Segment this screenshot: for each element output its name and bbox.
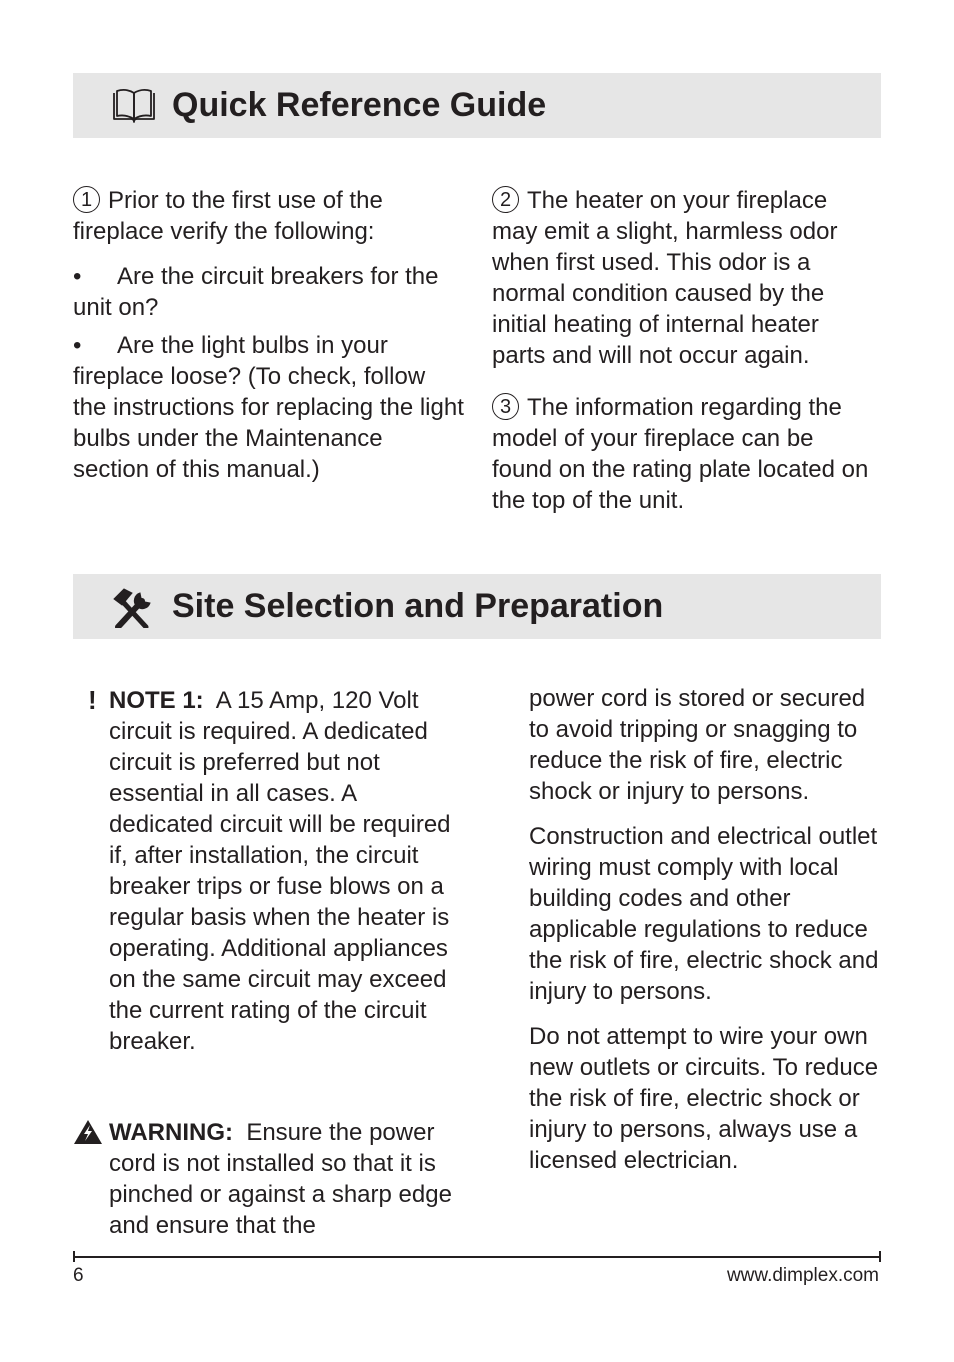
quick-ref-right-column (492, 185, 878, 530)
footer-divider (73, 1256, 881, 1258)
warning-block (109, 1117, 469, 1241)
bullet-symbol: • (73, 263, 82, 290)
note-1-block (109, 685, 465, 1057)
site-paragraph: Do not attempt to wire your own new outlets or circuits. To reduce the risk of fire, electric shock or injury to persons, always use a licensed electrician. (529, 1023, 879, 1174)
hammer-wrench-icon (110, 584, 158, 628)
section-title: Site Selection and Preparation (172, 587, 664, 625)
quick-ref-item-2 (492, 185, 878, 371)
note-text: A 15 Amp, 120 Volt circuit is required. A dedicated circuit is preferred but not essential in all cases. A dedicated circuit will be required if, after installation, the circuit breaker trips or fuse blows on a regular basis when the heater is operating. Additional appliances on the same circuit may exceed the current rating of the circuit breaker. (109, 687, 451, 1055)
website-link[interactable]: www.dimplex.com (726, 1265, 879, 1286)
site-paragraph: Construction and electrical outlet wiring must comply with local building codes and other applicable regulations to reduce the risk of fire, electric shock and injury to persons. (529, 823, 879, 1005)
section-header-quick-reference (73, 73, 881, 138)
quick-ref-item-3-text: The information regarding the model of your fireplace can be found on the rating plate located on the top of the unit. (492, 394, 869, 514)
bullet-symbol: • (73, 332, 82, 359)
site-right-column (529, 683, 881, 1190)
warning-text: Ensure the power cord is not installed so that it is pinched or against a sharp edge and ensure that the (109, 1119, 452, 1239)
bullet-item (73, 330, 465, 485)
note-exclamation-icon: ! (88, 685, 97, 715)
bullet-text: Are the circuit breakers for the unit on? (73, 263, 439, 321)
section-title: Quick Reference Guide (172, 86, 547, 124)
warning-triangle-icon (73, 1119, 103, 1145)
footer-divider-tick (73, 1251, 75, 1262)
quick-ref-item-2-text: The heater on your fireplace may emit a slight, harmless odor when first used. This odor is a normal condition caused by the initial heating of internal heater parts and will not occur again. (492, 187, 838, 369)
page-number: 6 (73, 1265, 84, 1286)
site-paragraph: power cord is stored or secured to avoid tripping or snagging to reduce the risk of fire, electric shock or injury to persons. (529, 685, 866, 805)
footer-divider-tick (879, 1251, 881, 1262)
section-header-site-selection (73, 574, 881, 639)
quick-ref-item-1-text: Prior to the first use of the fireplace verify the following: (73, 187, 383, 245)
note-label: NOTE 1: (109, 687, 204, 714)
quick-ref-item-1 (73, 185, 465, 247)
quick-ref-left-column (73, 185, 465, 499)
bullet-text: Are the light bulbs in your fireplace loose? (To check, follow the instructions for replacing the light bulbs under the Maintenance section of this manual.) (73, 332, 464, 483)
open-book-icon (110, 87, 158, 125)
step-number-badge: 1 (73, 186, 100, 213)
step-number-badge: 3 (492, 393, 519, 420)
step-number-badge: 2 (492, 186, 519, 213)
bullet-item (73, 261, 465, 323)
warning-label: WARNING: (109, 1119, 233, 1146)
quick-ref-item-3 (492, 392, 878, 516)
